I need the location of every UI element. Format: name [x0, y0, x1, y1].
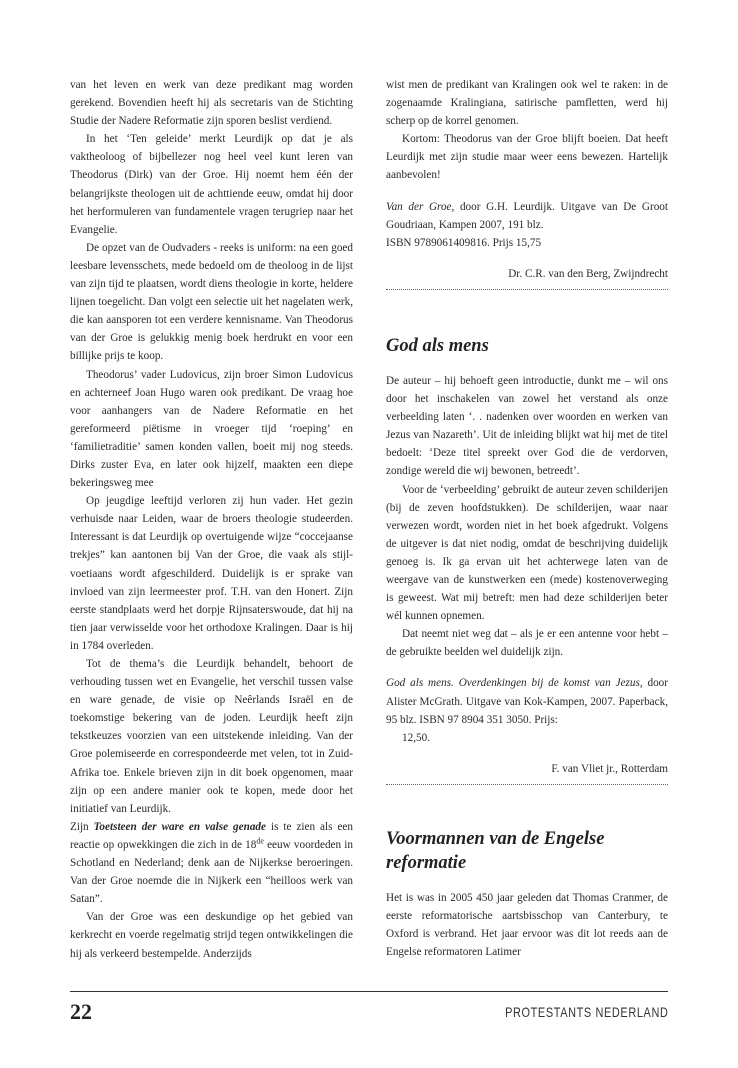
page-number: 22 [70, 999, 92, 1024]
paragraph: van het leven en werk van deze predikant mag worden gerekend. Bovendien heeft hij als secretaris van de Stichting Studie der Nadere Reformatie zijn sporen beslist verdiend. [70, 79, 353, 128]
paragraph: Theodorus’ vader Ludovicus, zijn broer Simon Ludovicus en achterneef Joan Hugo waren ook predikant. De vraag hoe voor aanhangers van de Nadere Reformatie en het gereformeerd piëtisme in vroeger tijd ‘roeping’ en ‘familietraditie’ samen konden vallen, boeit mij nog steeds. Dirks zuster Eva, en later ook hijzelf, maakten een diepe bekeringsweg mee [70, 368, 353, 490]
paragraph: Het is was in 2005 450 jaar geleden dat Thomas Cranmer, de eerste reformatorische aartsbisschop van Canterbury, te Oxford is verbrand. Het jaar ervoor was dit lot reeds aan de Engelse reformatoren Latimer [386, 891, 668, 959]
right-column [386, 76, 668, 961]
book-isbn: ISBN 9789061409816. Prijs 15,75 [386, 236, 542, 249]
paragraph: Van der Groe was een deskundige op het gebied van kerkrecht en voerde regelmatig strijd tegen ontwikkelingen die hij als verkeerd bestempelde. Anderzijds [70, 911, 353, 960]
left-column [70, 76, 353, 963]
paragraph: Kortom: Theodorus van der Groe blijft boeien. Dat heeft Leurdijk met zijn studie maar weer eens bewezen. Hartelijk aanbevolen! [386, 133, 668, 182]
paragraph: Op jeugdige leeftijd verloren zij hun vader. Het gezin verhuisde naar Leiden, waar de broers theologie studeerden. Interessant is dat Leurdijk op overtuigende wijze “coccejaanse trekjes” kan aantonen bij Van der Groe, die vaak als stijl-voetiaans wordt afgeschilderd. Duidelijk is er sprake van invloed van zijn leermeester prof. T.H. van den Honert. Zijn eerste standplaats werd het dorpje Rijnsaterswoude, dat hij na tien jaar verwisselde voor het orthodoxe Kralingen. Daar is hij in 1784 overleden. [70, 495, 353, 652]
book-title: Toetsteen der ware en valse genade [93, 820, 266, 833]
superscript: de [256, 836, 264, 846]
paragraph: De opzet van de Oudvaders - reeks is uniform: na een goed leesbare levensschets, mede bedoeld om de theoloog in de lijst van zijn tijd te plaatsen, wordt diens theologie in korte, heldere lijnen toegelicht. Dan volgt een selectie uit het nagelaten werk, die kan aansporen tot een verdere kennisname. Van Theodorus van der Groe is gelukkig menig boek herdrukt en voor een billijke prijs te koop. [70, 241, 353, 363]
paragraph: wist men de predikant van Kralingen ook wel te raken: in de zogenaamde Kralingiana, satirische pamfletten, werd hij scherp op de korrel genomen. [386, 79, 668, 128]
paragraph: Voor de ‘verbeelding’ gebruikt de auteur zeven schilderijen (bij de zeven hoofdstukken). De schilderijen, waar naar verwezen wordt, worden niet in het boek afgedrukt. Volgens de uitgever is dat niet nodig, omdat de beschrijving duidelijk genoeg is. Ik ga ervan uit het achterwege laten van de weergave van de kunstwerken een (mede) kostenoverweging is geweest. Wat mij betreft: men had deze schilderijen beter wél kunnen opnemen. [386, 483, 668, 623]
reviewer-signature: Dr. C.R. van den Berg, Zwijndrecht [508, 267, 668, 280]
reviewer-signature: F. van Vliet jr., Rotterdam [551, 762, 668, 775]
section-title-god-als-mens: God als mens [386, 335, 489, 356]
footer-rule [70, 991, 668, 992]
paragraph: De auteur – hij behoeft geen introductie, dunkt me – wil ons door het inschakelen van zowel het verstand als onze verbeelding laten ‘. . nadenken over woorden en werken van Jezus van Nazareth’. Uit de inleiding blijkt wat hij met de titel bedoelt: ‘Deze titel spreekt over God die de verdorven, zondige wereld die wij bewonen, betreedt’. [386, 374, 668, 478]
paragraph: Tot de thema’s die Leurdijk behandelt, behoort de verhouding tussen wet en Evangelie, het verschil tussen valse en ware genade, de visie op Neêrlands Israël en de toekomstige bekering van de joden. Leurdijk heeft zijn tekstkeuzes voorzien van een uitstekende inleiding. Van der Groe polemiseerde en correspondeerde met velen, tot in Zuid-Afrika toe. Enkele brieven zijn in dit boek opgenomen, maar zijn op een andere manier ook te kopen, mede door het initiatief van Leurdijk. [70, 658, 353, 815]
book-price: 12,50. [402, 731, 430, 744]
paragraph: In het ‘Ten geleide’ merkt Leurdijk op dat je als vaktheoloog of bijbellezer nog heel veel kunt leren van Theodorus (Dirk) van der Groe. Hij noemt hem één der belangrijkste theologen uit de achttiende eeuw, omdat hij door het herformuleren van fundamentele vragen terugriep naar het Evangelie. [70, 133, 353, 236]
book-reference: God als mens. Overdenkingen bij de komst van Jezus, door Alister McGrath. Uitgave van Kok-Kampen, 2007. Paperback, 95 blz. ISBN 97 8904 351 3050. Prijs: [386, 677, 668, 726]
magazine-name: PROTESTANTS NEDERLAND [504, 1004, 668, 1020]
paragraph: Dat neemt niet weg dat – als je er een antenne voor hebt – de gebruikte beelden wel duidelijk zijn. [386, 628, 668, 659]
section-title-voormannen: Voormannen van de Engelse reformatie [386, 828, 605, 873]
book-reference: Van der Groe, door G.H. Leurdijk. Uitgave van De Groot Goudriaan, Kampen 2007, 191 blz. [386, 200, 668, 231]
paragraph-toetsteen: Zijn Toetsteen der ware en valse genade is te zien als een reactie op opwekkingen die zich in de 18de eeuw voordeden in Schotland en Nederland; denk aan de Nijkerkse beroeringen. Van der Groe noemde die in Nijkerk een “heilloos werk van Satan”. [70, 820, 353, 906]
